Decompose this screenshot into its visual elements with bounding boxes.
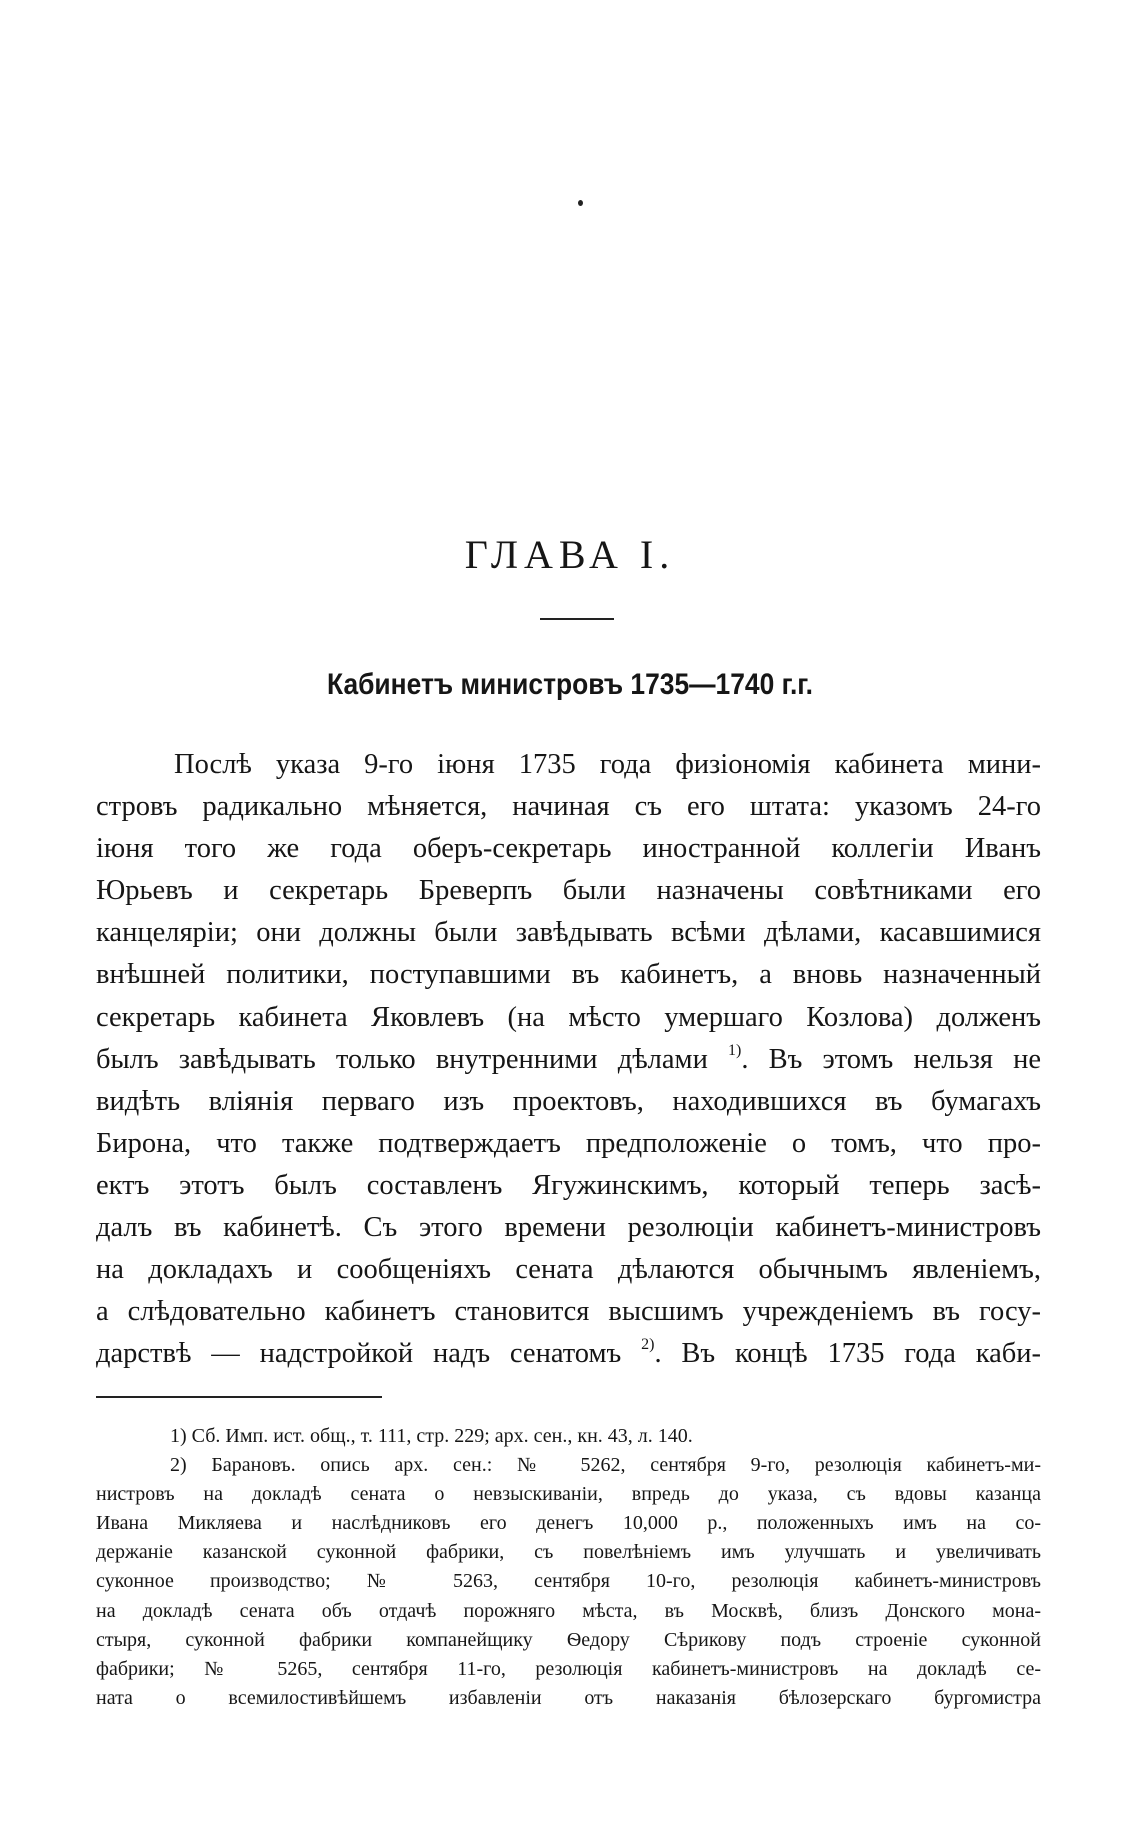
body-line: внѣшней политики, поступавшими въ кабинетъ, а вновь назначенный bbox=[96, 959, 1041, 991]
body-line: іюня того же года оберъ-секретарь иностранной коллегіи Иванъ bbox=[96, 833, 1041, 865]
body-line: Бирона, что также подтверждаетъ предположеніе о томъ, что про- bbox=[96, 1127, 1041, 1159]
body-line bbox=[96, 1333, 1041, 1375]
body-text-fragment: былъ завѣдывать только внутренними дѣлами bbox=[96, 1043, 708, 1075]
footnote-2-line: стыря, суконной фабрики компанейщику Ѳедору Сѣрикову подъ строеніе суконной bbox=[96, 1628, 1041, 1651]
footnote-2-line: ната о всемилостивѣйшемъ избавленіи отъ наказанія бѣлозерскаго бургомистра bbox=[96, 1686, 1041, 1709]
body-line: канцеляріи; они должны были завѣдывать всѣми дѣлами, касавшимися bbox=[96, 917, 1041, 949]
body-line: ектъ этотъ былъ составленъ Ягужинскимъ, который теперь засѣ- bbox=[96, 1169, 1041, 1201]
body-text-fragment: . Въ концѣ 1735 года каби- bbox=[654, 1338, 1042, 1370]
body-text-fragment: дарствѣ — надстройкой надъ сенатомъ bbox=[96, 1338, 622, 1370]
body-line: Юрьевъ и секретарь Бреверпъ были назначены совѣтниками его bbox=[96, 875, 1041, 907]
footnote-1: 1) Сб. Имп. ист. общ., т. 111, стр. 229; арх. сен., кн. 43, л. 140. bbox=[170, 1425, 693, 1447]
footnote-2-line: держаніе казанской суконной фабрики, съ повелѣніемъ имъ улучшать и увеличивать bbox=[96, 1541, 1041, 1564]
footnote-divider bbox=[96, 1396, 382, 1398]
body-line: а слѣдовательно кабинетъ становится высшимъ учрежденіемъ въ госу- bbox=[96, 1296, 1041, 1328]
footnote-2-line: 2) Барановъ. опись арх. сен.: № 5262, сентября 9-го, резолюція кабинетъ-ми- bbox=[170, 1454, 1041, 1477]
body-line: видѣть вліянія перваго изъ проектовъ, находившихся въ бумагахъ bbox=[96, 1085, 1041, 1117]
footnote-2-line: на докладѣ сената объ отдачѣ порожняго мѣста, въ Москвѣ, близъ Донского мона- bbox=[96, 1599, 1041, 1622]
footnotes bbox=[96, 1422, 1041, 1713]
body-line: далъ въ кабинетѣ. Съ этого времени резолюціи кабинетъ-министровъ bbox=[96, 1212, 1041, 1244]
print-speck bbox=[578, 200, 583, 206]
body-text bbox=[96, 744, 1041, 1375]
chapter-divider bbox=[540, 618, 614, 620]
footnote-2-line: суконное производство; № 5263, сентября 10-го, резолюція кабинетъ-министровъ bbox=[96, 1570, 1041, 1593]
body-line: Послѣ указа 9-го іюня 1735 года физіономія кабинета мини- bbox=[174, 749, 1041, 780]
chapter-heading: ГЛАВА I. bbox=[464, 532, 676, 577]
body-line: стровъ радикально мѣняется, начиная съ его штата: указомъ 24-го bbox=[96, 791, 1041, 823]
footnote-2-line: фабрики; № 5265, сентября 11-го, резолюція кабинетъ-министровъ на докладѣ се- bbox=[96, 1657, 1041, 1680]
footnote-ref-1: 1) bbox=[727, 1041, 742, 1059]
footnote-2-line: Ивана Микляева и наслѣдниковъ его денегъ 10,000 р., положенныхъ имъ на со- bbox=[96, 1512, 1041, 1535]
footnote-ref-2: 2) bbox=[641, 1336, 655, 1354]
section-title: Кабинетъ министровъ 1735—1740 г.г. bbox=[327, 668, 813, 701]
body-text-fragment: . Въ этомъ нельзя не bbox=[741, 1043, 1041, 1075]
body-line bbox=[96, 1039, 1041, 1081]
body-line: секретарь кабинета Яковлевъ (на мѣсто умершаго Козлова) долженъ bbox=[96, 1001, 1041, 1033]
footnote-2-line: нистровъ на докладѣ сената о невзыскиваніи, впредь до указа, съ вдовы казанца bbox=[96, 1483, 1041, 1506]
body-line: на докладахъ и сообщеніяхъ сената дѣлаются обычнымъ явленіемъ, bbox=[96, 1254, 1041, 1286]
